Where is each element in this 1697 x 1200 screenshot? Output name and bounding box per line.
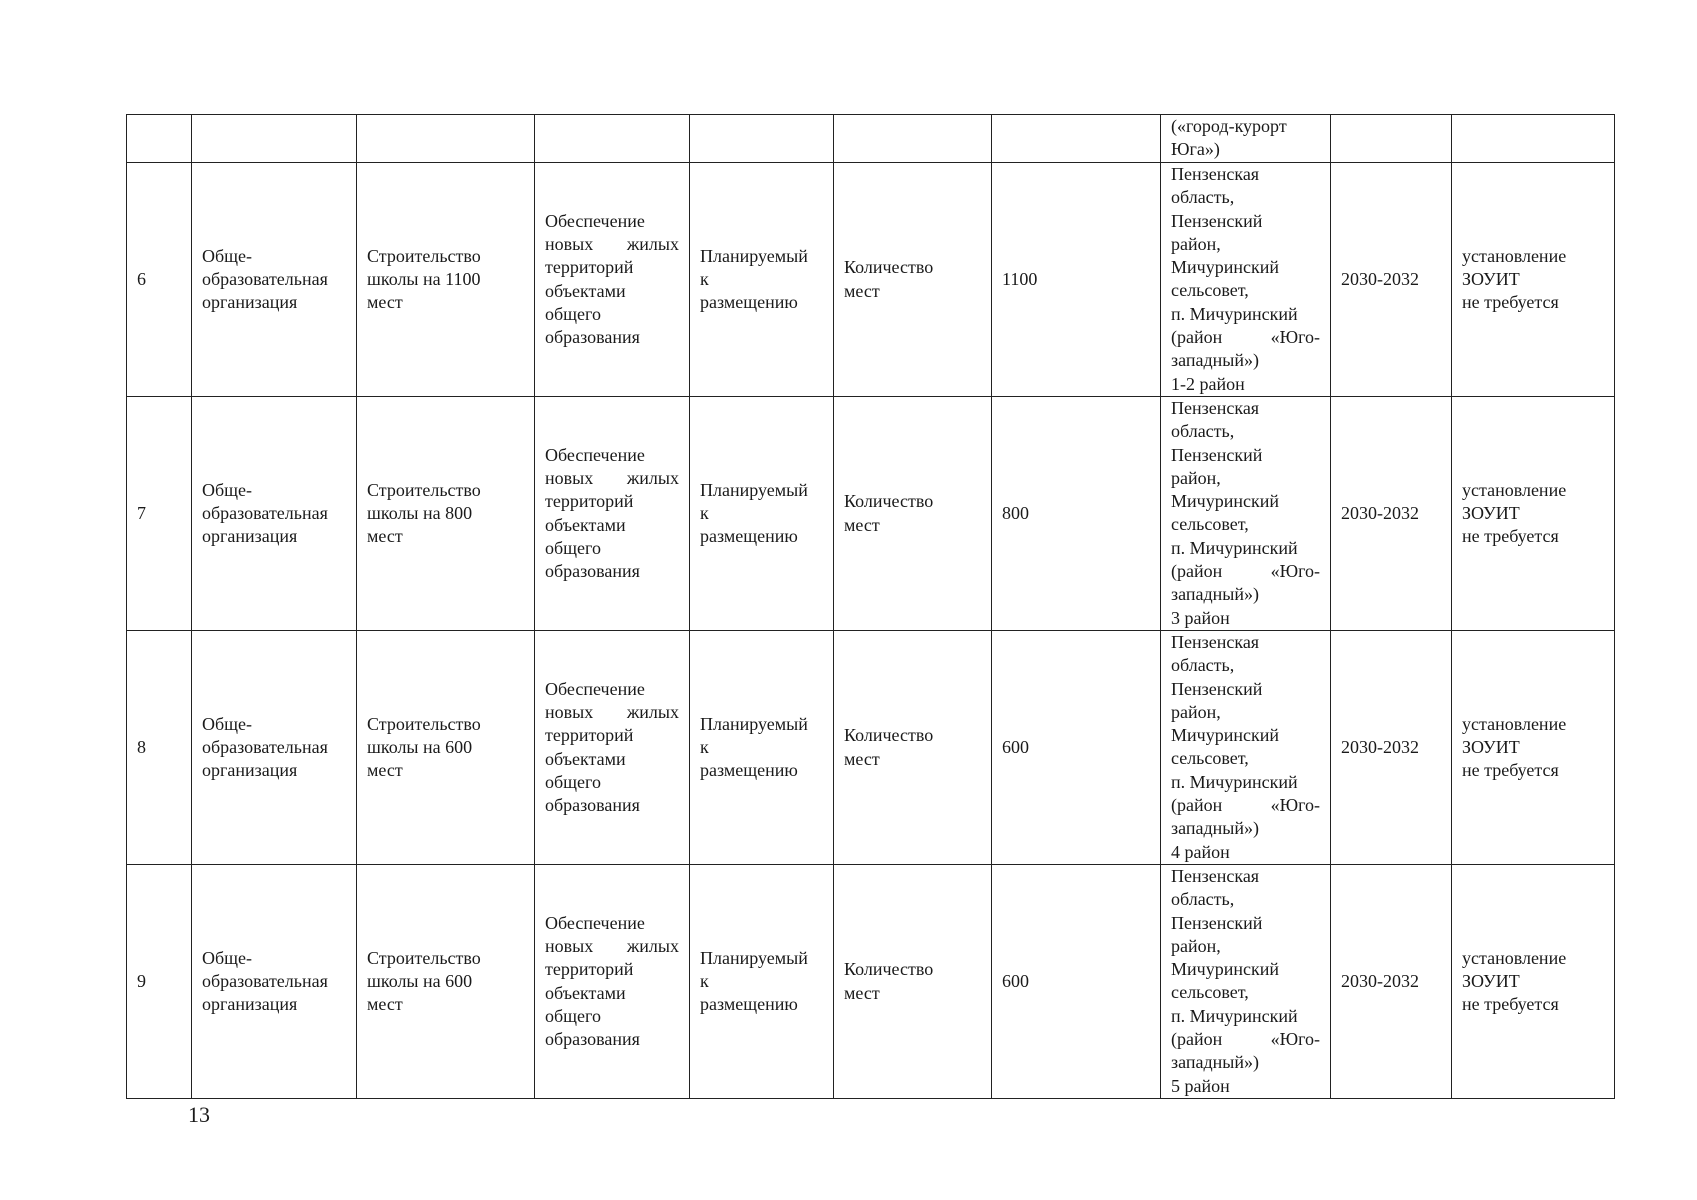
cell-period: 2030-2032 bbox=[1331, 631, 1452, 865]
cell-type bbox=[192, 115, 357, 163]
purpose-line-2 bbox=[545, 935, 679, 958]
purpose-word: новых bbox=[545, 233, 594, 254]
cell-zone: установление ЗОУИТ не требуется bbox=[1452, 163, 1615, 397]
cell-zone bbox=[1452, 115, 1615, 163]
cell-period bbox=[1331, 115, 1452, 163]
cell-num: 6 bbox=[127, 163, 192, 397]
cell-action: Строительство школы на 800 мест bbox=[357, 397, 535, 631]
table-row bbox=[127, 397, 1615, 631]
purpose-word: жилых bbox=[626, 467, 679, 488]
table-row-continuation bbox=[127, 115, 1615, 163]
location-word: (район bbox=[1171, 795, 1223, 816]
cell-action: Строительство школы на 600 мест bbox=[357, 865, 535, 1099]
purpose-word: жилых bbox=[626, 233, 679, 254]
location-justified-line bbox=[1171, 1028, 1320, 1051]
purpose-word: жилых bbox=[626, 935, 679, 956]
cell-type: Обще- образовательная организация bbox=[192, 631, 357, 865]
cell-location bbox=[1161, 397, 1331, 631]
cell-indicator: Количество мест bbox=[834, 163, 992, 397]
cell-value bbox=[992, 115, 1161, 163]
purpose-word: новых bbox=[545, 701, 594, 722]
cell-action: Строительство школы на 1100 мест bbox=[357, 163, 535, 397]
location-word: «Юго- bbox=[1270, 561, 1320, 582]
location-top: Пензенская область, Пензенский район, Мичуринский сельсовет, п. Мичуринский bbox=[1171, 398, 1298, 558]
purpose-line-2 bbox=[545, 701, 679, 724]
cell-purpose bbox=[535, 865, 690, 1099]
cell-value: 1100 bbox=[992, 163, 1161, 397]
table-row bbox=[127, 631, 1615, 865]
location-word: (район bbox=[1171, 327, 1223, 348]
table-row bbox=[127, 865, 1615, 1099]
purpose-word: новых bbox=[545, 935, 594, 956]
cell-location bbox=[1161, 865, 1331, 1099]
location-justified-line bbox=[1171, 794, 1320, 817]
location-bottom: западный») 5 район bbox=[1171, 1052, 1259, 1096]
location-word: (район bbox=[1171, 1029, 1223, 1050]
purpose-word: жилых bbox=[626, 701, 679, 722]
cell-zone: установление ЗОУИТ не требуется bbox=[1452, 397, 1615, 631]
cell-purpose bbox=[535, 631, 690, 865]
cell-indicator: Количество мест bbox=[834, 397, 992, 631]
purpose-line-1: Обеспечение bbox=[545, 678, 645, 699]
cell-status: Планируемый к размещению bbox=[690, 631, 834, 865]
purpose-line-1: Обеспечение bbox=[545, 444, 645, 465]
cell-location bbox=[1161, 631, 1331, 865]
page-number: 13 bbox=[188, 1102, 210, 1127]
cell-type: Обще- образовательная организация bbox=[192, 163, 357, 397]
location-justified-line bbox=[1171, 326, 1320, 349]
location-justified-line bbox=[1171, 560, 1320, 583]
location-top: Пензенская область, Пензенский район, Мичуринский сельсовет, п. Мичуринский bbox=[1171, 632, 1298, 792]
table-row bbox=[127, 163, 1615, 397]
purpose-rest: территорий объектами общего образования bbox=[545, 491, 640, 582]
cell-status: Планируемый к размещению bbox=[690, 397, 834, 631]
table-body bbox=[127, 115, 1615, 1099]
cell-action: Строительство школы на 600 мест bbox=[357, 631, 535, 865]
cell-value: 600 bbox=[992, 631, 1161, 865]
purpose-line-2 bbox=[545, 233, 679, 256]
location-bottom: западный») 3 район bbox=[1171, 584, 1259, 628]
location-word: «Юго- bbox=[1270, 1029, 1320, 1050]
purpose-word: новых bbox=[545, 467, 594, 488]
cell-period: 2030-2032 bbox=[1331, 865, 1452, 1099]
cell-location bbox=[1161, 163, 1331, 397]
purpose-line-1: Обеспечение bbox=[545, 912, 645, 933]
cell-period: 2030-2032 bbox=[1331, 397, 1452, 631]
cell-purpose bbox=[535, 115, 690, 163]
cell-location: («город-курорт Юга») bbox=[1161, 115, 1331, 163]
cell-purpose bbox=[535, 163, 690, 397]
cell-purpose bbox=[535, 397, 690, 631]
purpose-rest: территорий объектами общего образования bbox=[545, 725, 640, 816]
cell-num: 9 bbox=[127, 865, 192, 1099]
cell-zone: установление ЗОУИТ не требуется bbox=[1452, 631, 1615, 865]
cell-status: Планируемый к размещению bbox=[690, 163, 834, 397]
location-word: «Юго- bbox=[1270, 327, 1320, 348]
cell-value: 800 bbox=[992, 397, 1161, 631]
cell-indicator: Количество мест bbox=[834, 865, 992, 1099]
location-top: Пензенская область, Пензенский район, Мичуринский сельсовет, п. Мичуринский bbox=[1171, 164, 1298, 324]
location-bottom: западный») 1-2 район bbox=[1171, 350, 1259, 394]
purpose-line-1: Обеспечение bbox=[545, 210, 645, 231]
cell-indicator bbox=[834, 115, 992, 163]
cell-status bbox=[690, 115, 834, 163]
location-top: Пензенская область, Пензенский район, Мичуринский сельсовет, п. Мичуринский bbox=[1171, 866, 1298, 1026]
cell-period: 2030-2032 bbox=[1331, 163, 1452, 397]
purpose-rest: территорий объектами общего образования bbox=[545, 959, 640, 1050]
location-bottom: западный») 4 район bbox=[1171, 818, 1259, 862]
cell-action bbox=[357, 115, 535, 163]
cell-indicator: Количество мест bbox=[834, 631, 992, 865]
purpose-rest: территорий объектами общего образования bbox=[545, 257, 640, 348]
cell-type: Обще- образовательная организация bbox=[192, 397, 357, 631]
cell-num bbox=[127, 115, 192, 163]
document-table bbox=[126, 114, 1615, 1099]
cell-zone: установление ЗОУИТ не требуется bbox=[1452, 865, 1615, 1099]
location-word: (район bbox=[1171, 561, 1223, 582]
cell-value: 600 bbox=[992, 865, 1161, 1099]
cell-status: Планируемый к размещению bbox=[690, 865, 834, 1099]
cell-num: 7 bbox=[127, 397, 192, 631]
cell-type: Обще- образовательная организация bbox=[192, 865, 357, 1099]
location-word: «Юго- bbox=[1270, 795, 1320, 816]
cell-num: 8 bbox=[127, 631, 192, 865]
purpose-line-2 bbox=[545, 467, 679, 490]
